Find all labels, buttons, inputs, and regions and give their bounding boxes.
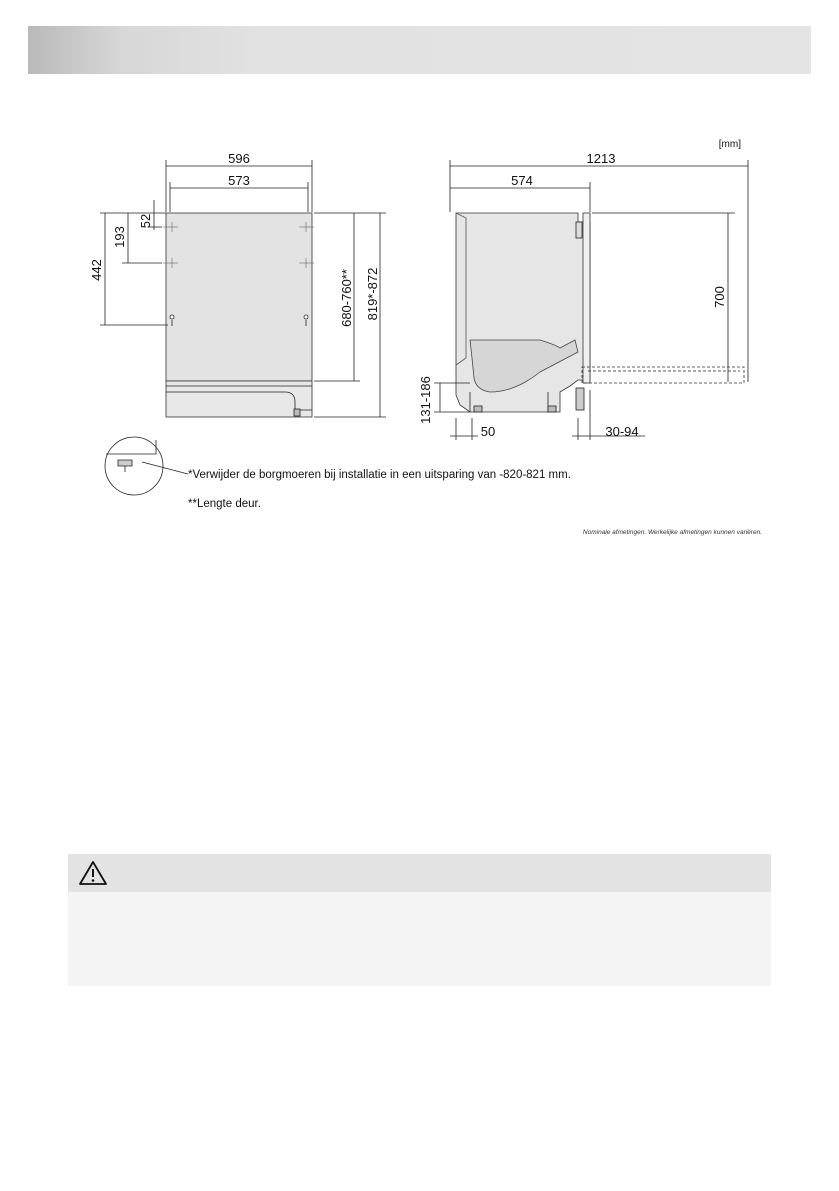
- dim-574: 574: [511, 173, 533, 188]
- dim-50: 50: [480, 424, 496, 439]
- dim-573: 573: [228, 173, 250, 188]
- dim-596: 596: [228, 151, 250, 166]
- open-door-outline: [582, 367, 744, 383]
- disclaimer: Nominale afmetingen. Werkelijke afmetingen kunnen variëren.: [582, 529, 762, 536]
- dim-1213: 1213: [586, 151, 616, 166]
- detail-circle: [105, 437, 188, 495]
- dim-30-94: 30-94: [605, 424, 639, 439]
- side-door: [583, 213, 590, 383]
- dim-819-872: 819*-872: [365, 267, 380, 321]
- unit-label: [mm]: [718, 139, 741, 150]
- note-door-length: **Lengte deur.: [188, 498, 261, 510]
- warning-triangle-icon: [78, 858, 108, 888]
- warning-header: [68, 854, 771, 892]
- front-panel: [166, 213, 312, 381]
- dim-131-186: 131-186: [418, 376, 433, 424]
- dim-700: 700: [712, 286, 727, 308]
- note-locknuts: *Verwijder de borgmoeren bij installatie in een uitsparing van -820-821 mm.: [188, 469, 571, 481]
- warning-body: [68, 892, 771, 986]
- dim-442: 442: [89, 259, 104, 281]
- dim-680-760: 680-760**: [339, 269, 354, 327]
- dim-193: 193: [112, 226, 127, 248]
- dim-52: 52: [138, 213, 153, 229]
- warning-box: [68, 854, 771, 986]
- side-view: [434, 160, 748, 440]
